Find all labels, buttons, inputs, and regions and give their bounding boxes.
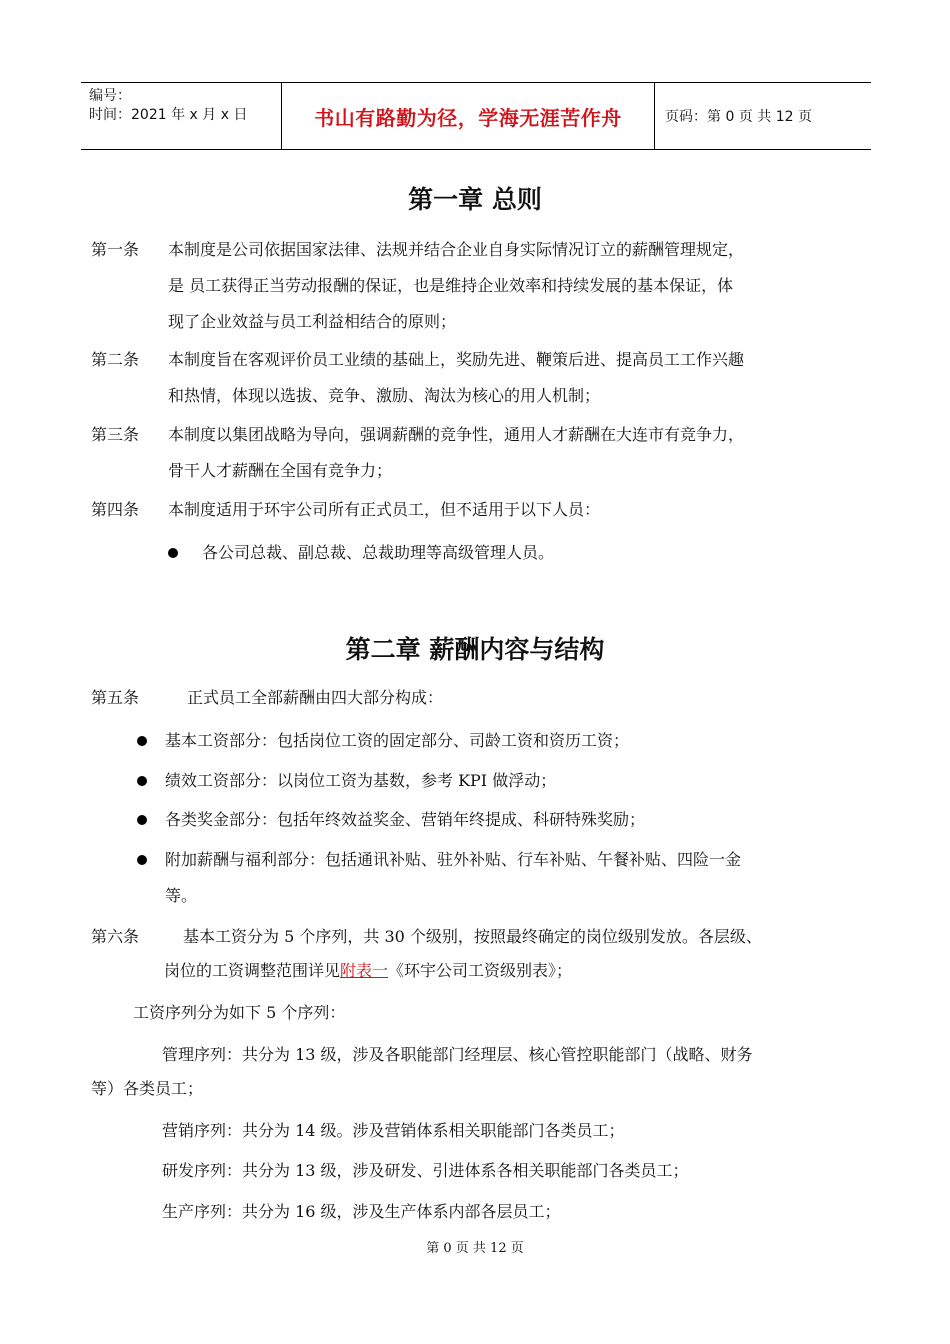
bullet-text: 基本工资部分：包括岗位工资的固定部分、司龄工资和资历工资； (165, 731, 630, 750)
text-line: 本制度以集团战略为导向，强调薪酬的竞争性，通用人才薪酬在大连市有竞争力， (168, 425, 745, 444)
series-intro: 工资序列分为如下 5 个序列： (133, 1003, 346, 1022)
article-label: 第三条 (91, 425, 140, 444)
bullet-text (165, 842, 741, 914)
article-label: 第二条 (91, 350, 140, 369)
text-line: 等。 (165, 886, 198, 905)
article-2-text (168, 342, 744, 414)
article-6-line2 (164, 953, 572, 989)
series-line: 营销序列：共分为 14 级。涉及营销体系相关职能部门各类员工； (162, 1121, 625, 1140)
page-footer: 第 0 页 共 12 页 (426, 1241, 524, 1256)
header-page-info (655, 83, 871, 149)
bullet-text: 各类奖金部分：包括年终效益奖金、营销年终提成、科研特殊奖励； (165, 810, 646, 829)
bullet-item (137, 763, 556, 799)
article-3-text (168, 417, 744, 489)
bullet-item (137, 802, 645, 838)
chapter1-title: 第一章 总则 (408, 185, 542, 214)
text-line: 和热情，体现以选拔、竞争、激励、淘汰为核心的用人机制； (168, 386, 601, 405)
series-line: 管理序列：共分为 13 级，涉及各职能部门经理层、核心管控职能部门（战略、财务 (162, 1045, 753, 1064)
motto: 书山有路勤为径，学海无涯苦作舟 (314, 105, 622, 130)
bullet-icon (137, 855, 147, 865)
bullet-icon (137, 776, 147, 786)
appendix-link[interactable]: 附表一 (340, 961, 389, 980)
bullet-text: 各公司总裁、副总裁、总裁助理等高级管理人员。 (202, 543, 555, 562)
article-1-text (168, 232, 744, 340)
article-label: 第五条 (91, 688, 140, 707)
article-label: 第一条 (91, 240, 140, 259)
series-line: 研发序列：共分为 13 级，涉及研发、引进体系各相关职能部门各类员工； (162, 1161, 689, 1180)
bullet-icon (137, 815, 147, 825)
series-line: 生产序列：共分为 16 级，涉及生产体系内部各层员工； (162, 1202, 561, 1221)
bullet-icon (137, 736, 147, 746)
article-4-text (168, 492, 600, 528)
header-table (81, 82, 871, 150)
number-label: 编号： (89, 88, 131, 104)
article-6-line1: 基本工资分为 5 个序列，共 30 个级别，按照最终确定的岗位级别发放。各层级、 (183, 927, 762, 946)
time-label: 时间：2021 年 x 月 x 日 (89, 107, 248, 123)
text-line: 骨干人才薪酬在全国有竞争力； (168, 461, 393, 480)
article-label: 第六条 (91, 927, 140, 946)
header-meta (81, 83, 281, 149)
text-line: 本制度是公司依据国家法律、法规并结合企业自身实际情况订立的薪酬管理规定， (168, 240, 745, 259)
article-label: 第四条 (91, 500, 140, 519)
text-segment: 岗位的工资调整范围详见 (164, 961, 341, 980)
article-5-text: 正式员工全部薪酬由四大部分构成： (187, 688, 444, 707)
bullet-icon (168, 548, 178, 558)
series-line-cont: 等）各类员工； (91, 1079, 204, 1098)
text-line: 是 员工获得正当劳动报酬的保证，也是维持企业效率和持续发展的基本保证，体 (168, 276, 734, 295)
text-line: 本制度旨在客观评价员工业绩的基础上，奖励先进、鞭策后进、提高员工工作兴趣 (168, 350, 745, 369)
text-line: 附加薪酬与福利部分：包括通讯补贴、驻外补贴、行车补贴、午餐补贴、四险一金 (165, 850, 742, 869)
text-line: 本制度适用于环宇公司所有正式员工，但不适用于以下人员： (168, 500, 601, 519)
bullet-text: 绩效工资部分：以岗位工资为基数，参考 KPI 做浮动； (165, 771, 557, 790)
header-motto-cell (281, 83, 655, 149)
bullet-item (137, 842, 741, 914)
text-segment: 《环宇公司工资级别表》； (388, 961, 573, 980)
bullet-item (168, 535, 554, 571)
text-line: 现了企业效益与员工利益相结合的原则； (168, 312, 457, 331)
bullet-item (137, 723, 629, 759)
page-info: 页码：第 0 页 共 12 页 (665, 109, 812, 125)
chapter2-title: 第二章 薪酬内容与结构 (345, 635, 605, 664)
